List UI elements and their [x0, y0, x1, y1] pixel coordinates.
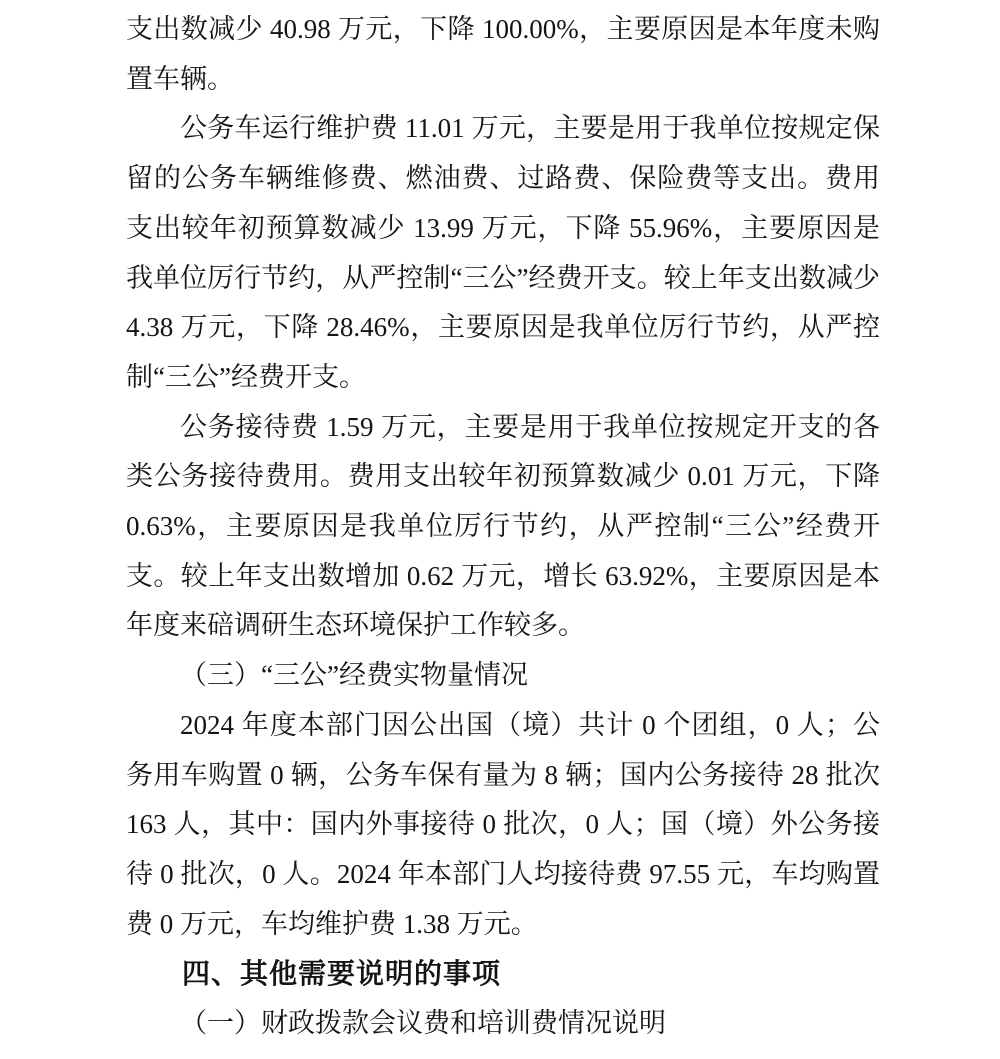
subheading-fiscal-meeting-training: （一）财政拨款会议费和培训费情况说明: [180, 1008, 666, 1039]
paragraph-official-reception-fee: 公务接待费 1.59 万元，主要是用于我单位按规定开支的各类公务接待费用。费用支出较年初预算数减少 0.01 万元，下降 0.63%，主要原因是我单位厉行节约，从严控制“三公”经费开支。较上年支出数增加 0.62 万元，增长 63.92%，主要原因是本年度来碚调研生态环境保护工作较多。: [126, 411, 880, 641]
section-heading-other-matters: 四、其他需要说明的事项: [182, 958, 502, 990]
subheading-three-public-physical-quantity: （三）“三公”经费实物量情况: [180, 660, 528, 691]
paragraph-vehicle-operation-maintenance: 公务车运行维护费 11.01 万元，主要是用于我单位按规定保留的公务车辆维修费、燃油费、过路费、保险费等支出。费用支出较年初预算数减少 13.99 万元，下降 55.96%，主要原因是我单位厉行节约，从严控制“三公”经费开支。较上年支出数减少 4.38 万元，下降 28.46%，主要原因是我单位厉行节约，从严控制“三公”经费开支。: [126, 113, 880, 392]
paragraph-vehicle-purchase-continuation: 支出数减少 40.98 万元，下降 100.00%，主要原因是本年度未购置车辆。: [126, 14, 880, 94]
paragraph-physical-quantity-detail: 2024 年度本部门因公出国（境）共计 0 个团组，0 人；公务用车购置 0 辆，公务车保有量为 8 辆；国内公务接待 28 批次 163 人，其中：国内外事接待 0 批次，0 人；国（境）外公务接待 0 批次，0 人。2024 年本部门人均接待费 97.55 元，车均购置费 0 万元，车均维护费 1.38 万元。: [126, 709, 880, 939]
